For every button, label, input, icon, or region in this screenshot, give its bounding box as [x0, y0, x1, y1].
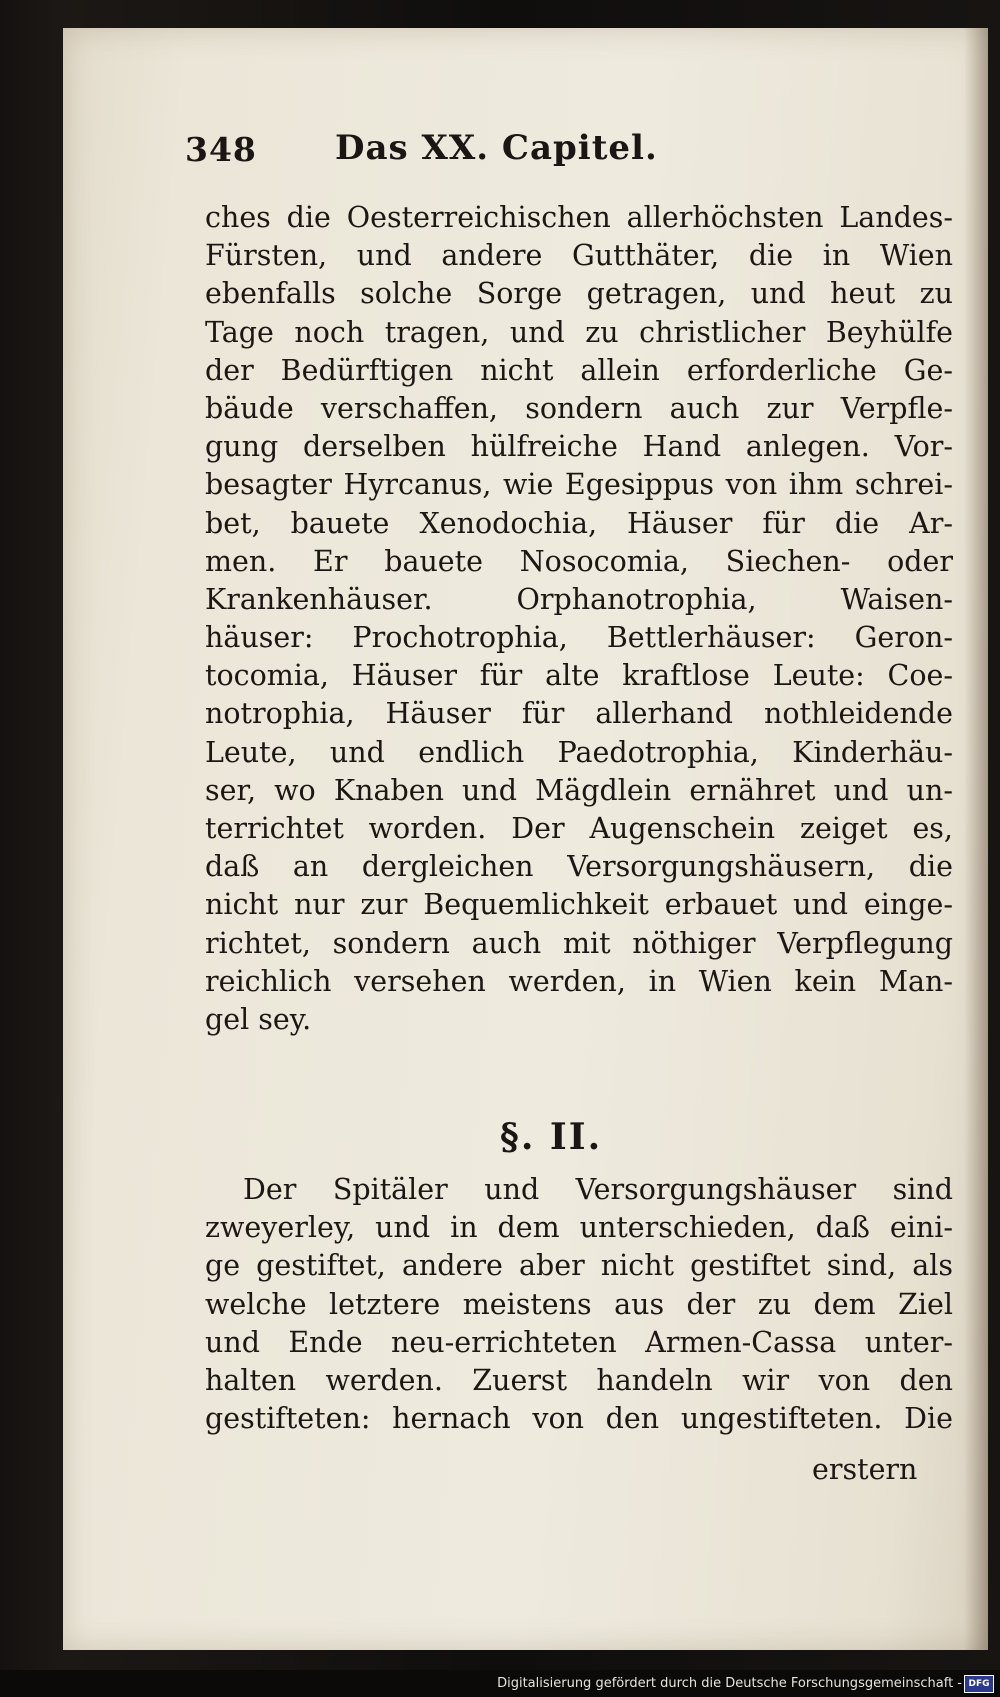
text-line: ge gestiftet, andere aber nicht gestiftet sind, als: [205, 1249, 953, 1283]
text-line: bet, bauete Xenodochia, Häuser für die Ar-: [205, 506, 953, 540]
text-line: men. Er bauete Nosocomia, Siechen- oder: [205, 544, 953, 578]
text-line: nicht nur zur Bequemlichkeit erbauet und einge-: [205, 888, 953, 922]
text-line: gung derselben hülfreiche Hand anlegen. Vor-: [205, 430, 953, 464]
page-gutter-shadow: [964, 28, 988, 1650]
text-line: Tage noch tragen, und zu christlicher Beyhülfe: [205, 315, 953, 349]
text-line: tocomia, Häuser für alte kraftlose Leute: Coe-: [205, 659, 953, 693]
text-line: Leute, und endlich Paedotrophia, Kinderhäu-: [205, 735, 953, 769]
text-line: häuser: Prochotrophia, Bettlerhäuser: Geron-: [205, 621, 953, 655]
text-line: gel sey.: [205, 1002, 312, 1036]
text-line: besagter Hyrcanus, wie Egesippus von ihm schrei-: [205, 468, 953, 502]
text-line: terrichtet worden. Der Augenschein zeiget es,: [205, 812, 953, 845]
paragraph-2: [205, 1171, 953, 1438]
text-line: Der Spitäler und Versorgungshäuser sind: [243, 1173, 953, 1206]
section-heading: §. II.: [500, 1116, 603, 1158]
text-line: notrophia, Häuser für allerhand nothleidende: [205, 697, 953, 731]
page-header: [185, 122, 745, 172]
text-line: daß an dergleichen Versorgungshäusern, die: [205, 850, 953, 884]
text-line: Fürsten, und andere Gutthäter, die in Wien: [205, 239, 953, 273]
text-line: ches die Oesterreichischen allerhöchsten Landes-: [205, 201, 953, 234]
text-line: gestifteten: hernach von den ungestifteten. Die: [205, 1402, 953, 1436]
running-title: Das XX. Capitel.: [335, 128, 658, 168]
text-line: zweyerley, und in dem unterschieden, daß eini-: [205, 1211, 953, 1245]
text-line: bäude verschaffen, sondern auch zur Verpfle-: [205, 391, 953, 425]
text-line: halten werden. Zuerst handeln wir von den: [205, 1363, 953, 1397]
text-line: richtet, sondern auch mit nöthiger Verpflegung: [205, 926, 953, 960]
text-line: welche letztere meistens aus der zu dem Ziel: [205, 1287, 953, 1321]
catchword: erstern: [812, 1453, 918, 1486]
text-line: Krankenhäuser. Orphanotrophia, Waisen-: [205, 582, 953, 616]
paragraph-1: [205, 199, 953, 1039]
text-line: ebenfalls solche Sorge getragen, und heut zu: [205, 277, 953, 311]
text-line: der Bedürftigen nicht allein erforderliche Ge-: [205, 353, 953, 387]
text-line: ser, wo Knaben und Mägdlein ernähret und un-: [205, 773, 953, 807]
dfg-logo-icon: DFG: [964, 1675, 994, 1693]
text-line: und Ende neu-errichteten Armen-Cassa unter-: [205, 1325, 953, 1359]
page-number: 348: [185, 130, 257, 169]
text-line: reichlich versehen werden, in Wien kein Man-: [205, 964, 953, 998]
digitization-credit: Digitalisierung gefördert durch die Deutsche Forschungsgemeinschaft -: [497, 1676, 962, 1691]
